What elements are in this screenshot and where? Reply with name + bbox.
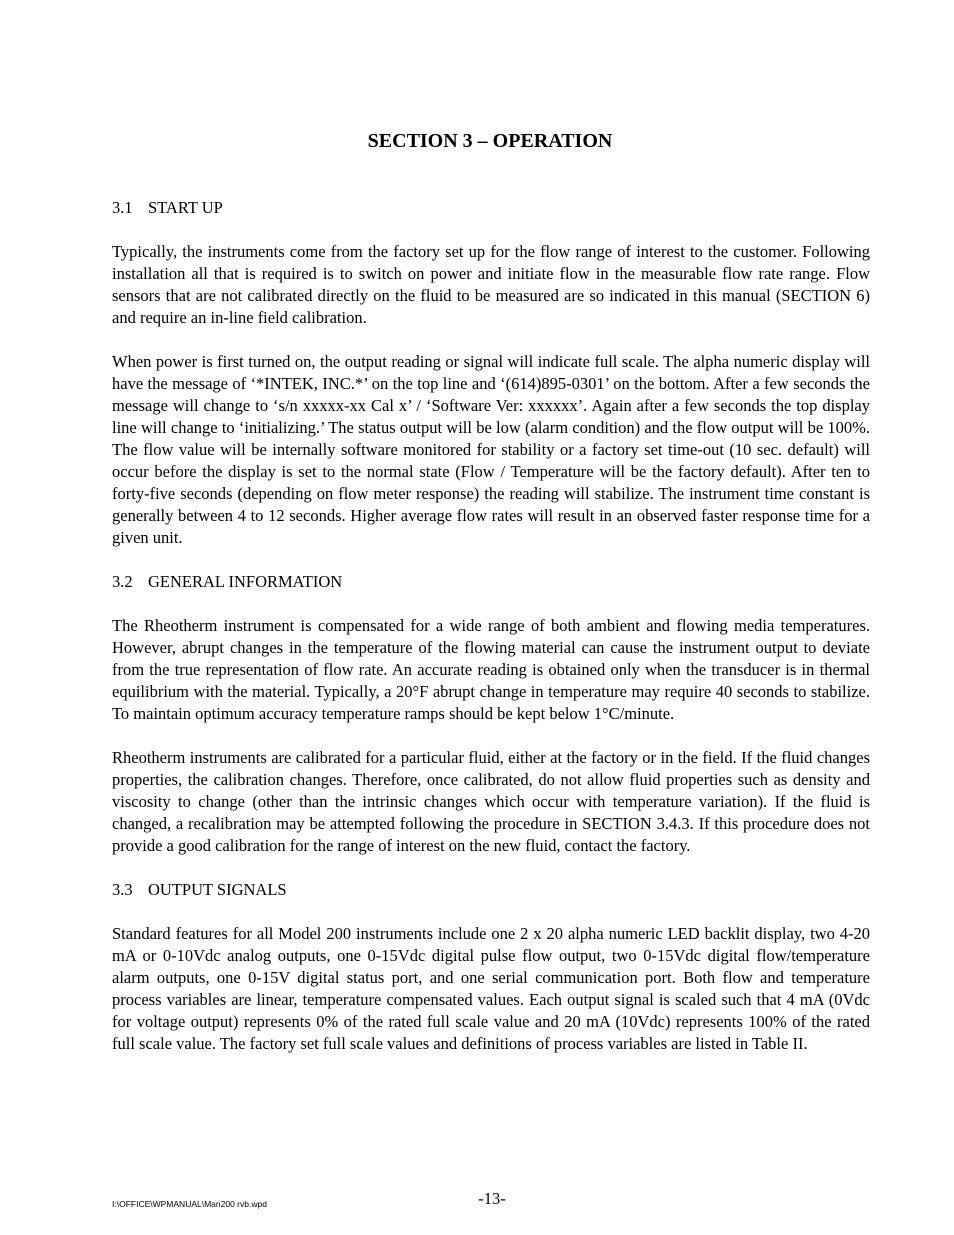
section-heading xyxy=(112,879,870,901)
section-output-signals xyxy=(112,879,870,1055)
page-title: SECTION 3 – OPERATION xyxy=(367,130,613,152)
section-number: 3.3 xyxy=(112,880,133,899)
section-title: START UP xyxy=(148,198,223,217)
section-heading xyxy=(112,197,870,219)
footer-file-path: I:\OFFICE\WPMANUAL\Man200 rvb.wpd xyxy=(112,1199,267,1209)
paragraph: Rheotherm instruments are calibrated for a particular fluid, either at the factory or in the field. If the fluid changes properties, the calibration changes. Therefore, once calibrated, do not allow fluid properties such as density and viscosity to change (other than the intrinsic changes which occur with temperature variation). If the fluid is changed, a recalibration may be attempted following the procedure in SECTION 3.4.3. If this procedure does not provide a good calibration for the range of interest on the new fluid, contact the factory. xyxy=(112,748,870,855)
paragraph: When power is first turned on, the output reading or signal will indicate full scale. The alpha numeric display will have the message of ‘*INTEK, INC.*’ on the top line and ‘(614)895-0301’ on the bottom. After a few seconds the message will change to ‘s/n xxxxx-xx Cal x’ / ‘Software Ver: xxxxxx’. Again after a few seconds the top display line will change to ‘initializing.’ The status output will be low (alarm condition) and the flow output will be 100%. The flow value will be internally software monitored for stability or a factory set time-out (10 sec. default) will occur before the display is set to the normal state (Flow / Temperature will be the factory default). After ten to forty-five seconds (depending on flow meter response) the reading will stabilize. The instrument time constant is generally between 4 to 12 seconds. Higher average flow rates will result in an observed faster response time for a given unit. xyxy=(112,352,870,547)
section-heading xyxy=(112,571,870,593)
paragraph: Typically, the instruments come from the factory set up for the flow range of interest to the customer. Following installation all that is required is to switch on power and initiate flow in the measurable flow rate range. Flow sensors that are not calibrated directly on the fluid to be measured are so indicated in this manual (SECTION 6) and require an in-line field calibration. xyxy=(112,242,870,327)
section-title: GENERAL INFORMATION xyxy=(148,572,343,591)
document-body xyxy=(112,197,870,1077)
page-number: -13- xyxy=(478,1189,506,1208)
paragraph: Standard features for all Model 200 instruments include one 2 x 20 alpha numeric LED backlit display, two 4-20 mA or 0-10Vdc analog outputs, one 0-15Vdc digital pulse flow output, two 0-15Vdc digital flow/temperature alarm outputs, one 0-15V digital status port, and one serial communication port. Both flow and temperature process variables are linear, temperature compensated values. Each output signal is scaled such that 4 mA (0Vdc for voltage output) represents 0% of the rated full scale value and 20 mA (10Vdc) represents 100% of the rated full scale value. The factory set full scale values and definitions of process variables are listed in Table II. xyxy=(112,924,870,1053)
section-start-up xyxy=(112,197,870,549)
section-number: 3.2 xyxy=(112,572,133,591)
paragraph: The Rheotherm instrument is compensated for a wide range of both ambient and flowing media temperatures. However, abrupt changes in the temperature of the flowing material can cause the instrument output to deviate from the true representation of flow rate. An accurate reading is obtained only when the transducer is in thermal equilibrium with the material. Typically, a 20°F abrupt change in temperature may require 40 seconds to stabilize. To maintain optimum accuracy temperature ramps should be kept below 1°C/minute. xyxy=(112,616,870,723)
section-number: 3.1 xyxy=(112,198,133,217)
section-title: OUTPUT SIGNALS xyxy=(148,880,287,899)
section-general-information xyxy=(112,571,870,857)
